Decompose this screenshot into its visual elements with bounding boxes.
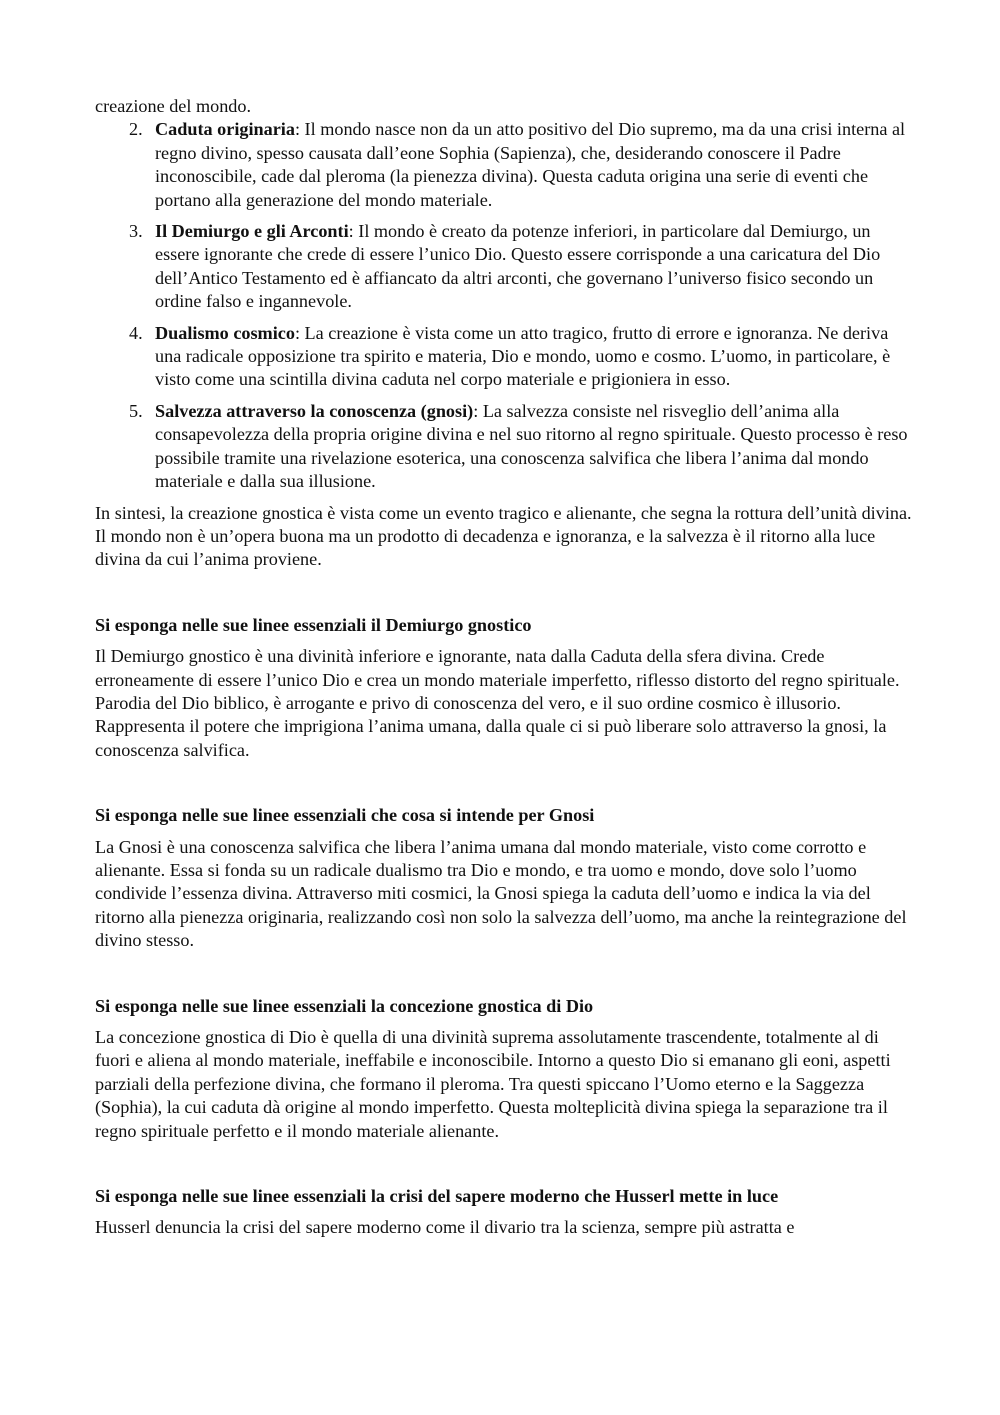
list-item-text: : Il mondo nasce non da un atto positivo del Dio supremo, ma da una crisi interna al regno divino, spesso causata dall’eone Sophia (Sapienza), che, desiderando conoscere il Padre inconoscibile, cade dal pleroma (la pienezza divina). Questa caduta origina una serie di eventi che portano alla generazione del mondo materiale. (155, 119, 906, 210)
section-paragraph: La concezione gnostica di Dio è quella di una divinità suprema assolutamente trascendente, totalmente al di fuori e aliena al mondo materiale, ineffabile e inconoscibile. Intorno a questo Dio si emanano gli eoni, aspetti parziali della perfezione divina, che formano il pleroma. Tra questi spiccano l’Uomo eterno e la Saggezza (Sophia), la cui caduta dà origine al mondo imperfetto. Questa molteplicità divina spiega la separazione tra il regno spirituale perfetto e il mondo materiale alienante. (95, 1027, 891, 1141)
section-heading: Si esponga nelle sue linee essenziali la concezione gnostica di Dio (95, 995, 594, 1016)
section-paragraph: Il Demiurgo gnostico è una divinità inferiore e ignorante, nata dalla Caduta della sfera divina. Crede erroneamente di essere l’unico Dio e crea un mondo materiale imperfetto, riflesso distorto del regno spirituale. Parodia del Dio biblico, è arrogante e privo di conoscenza del vero, e il suo ordine cosmico è illusorio. Rappresenta il potere che imprigiona l’anima umana, dalla quale ci si può liberare solo attraverso la gnosi, la conoscenza salvifica. (95, 646, 900, 760)
list-item-term: Il Demiurgo e gli Arconti (155, 221, 349, 242)
list-item-term: Dualismo cosmico (155, 322, 295, 343)
list-item-number: 4. (129, 322, 143, 343)
list-item-number: 5. (129, 400, 143, 421)
section-gnosi (95, 804, 915, 952)
document-page (95, 95, 915, 1240)
section-heading: Si esponga nelle sue linee essenziali che cosa si intende per Gnosi (95, 805, 595, 826)
list-item-number: 3. (129, 221, 143, 242)
list-continuation-text: creazione del mondo. (95, 96, 252, 116)
numbered-list (95, 118, 915, 493)
list-item-term: Salvezza attraverso la conoscenza (gnosi) (155, 400, 474, 421)
list-item-text: : La creazione è vista come un atto tragico, frutto di errore e ignoranza. Ne deriva una radicale opposizione tra spirito e materia, Dio e mondo, uomo e cosmo. L’uomo, in particolare, è visto come una scintilla divina caduta nel corpo materiale e prigioniera in esso. (155, 322, 891, 390)
section-heading: Si esponga nelle sue linee essenziali il Demiurgo gnostico (95, 614, 532, 635)
list-item-text: : Il mondo è creato da potenze inferiori, in particolare dal Demiurgo, un essere ignorante che crede di essere l’unico Dio. Questo essere corrisponde a una caricatura del Dio dell’Antico Testamento ed è affiancato da altri arconti, che governano l’universo fisico secondo un ordine falso e ingannevole. (155, 221, 881, 312)
section-heading: Si esponga nelle sue linee essenziali la crisi del sapere moderno che Husserl mette in luce (95, 1186, 779, 1207)
list-item-caduta-originaria (95, 118, 915, 212)
list-item-term: Caduta originaria (155, 119, 295, 140)
summary-paragraph: In sintesi, la creazione gnostica è vista come un evento tragico e alienante, che segna la rottura dell’unità divina. Il mondo non è un’opera buona ma un prodotto di decadenza e ignoranza, e la salvezza è il ritorno alla luce divina da cui l’anima proviene. (95, 502, 912, 570)
list-item-salvezza-gnosi (95, 400, 915, 494)
section-concezione-dio (95, 995, 915, 1143)
section-demiurgo (95, 614, 915, 762)
section-paragraph: La Gnosi è una conoscenza salvifica che libera l’anima umana dal mondo materiale, visto come corrotto e alienante. Essa si fonda su un radicale dualismo tra Dio e mondo, e tra uomo e mondo, dove solo l’uomo condivide l’essenza divina. Attraverso miti cosmici, la Gnosi spiega la caduta dell’uomo e indica la via del ritorno alla pienezza originaria, realizzando così non solo la salvezza dell’uomo, ma anche la reintegrazione del divino stesso. (95, 836, 907, 951)
list-item-number: 2. (129, 119, 143, 140)
list-item-demiurgo-arconti (95, 220, 915, 314)
section-husserl (95, 1185, 915, 1240)
list-item-dualismo-cosmico (95, 322, 915, 392)
section-paragraph: Husserl denuncia la crisi del sapere moderno come il divario tra la scienza, sempre più astratta e (95, 1217, 795, 1238)
list-item-text: : La salvezza consiste nel risveglio dell’anima alla consapevolezza della propria origine divina e nel suo ritorno al regno spirituale. Questo processo è reso possibile tramite una rivelazione esoterica, una conoscenza salvifica che libera l’anima dal mondo materiale e dalla sua illusione. (155, 400, 908, 492)
